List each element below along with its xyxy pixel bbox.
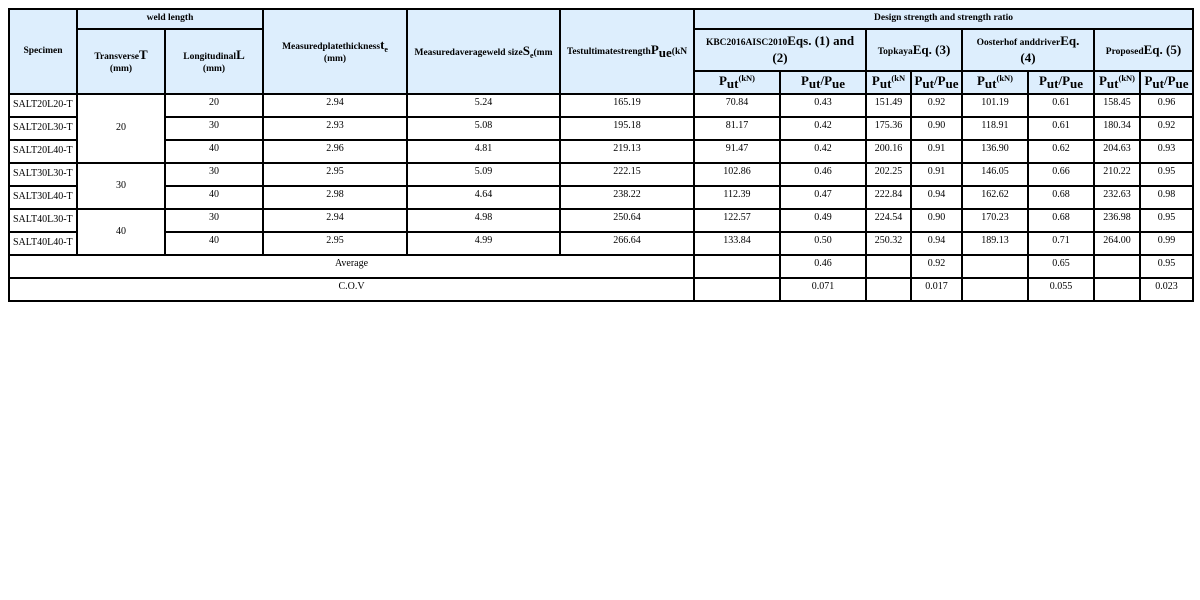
oosterhof-ratio-cell: 0.61 [1028, 94, 1094, 117]
oosterhof-ratio-cell: 0.66 [1028, 163, 1094, 186]
plate-thickness-cell: 2.95 [263, 232, 407, 255]
plate-thickness-cell: 2.96 [263, 140, 407, 163]
kbc-ratio-cell: 0.43 [780, 94, 866, 117]
longitudinal-cell: 40 [165, 232, 263, 255]
kbc-put-cell: 133.84 [694, 232, 780, 255]
oosterhof-put-cell: 118.91 [962, 117, 1028, 140]
kbc-put-cell: 70.84 [694, 94, 780, 117]
cov-topkaya-put-empty [866, 278, 911, 301]
weld-size-cell: 4.64 [407, 186, 560, 209]
header-weld-size: Measuredaverageweld sizeS$_e$(mm [407, 9, 560, 94]
proposed-put-cell: 210.22 [1094, 163, 1140, 186]
plate-thickness-cell: 2.94 [263, 94, 407, 117]
specimen-cell: SALT20L30-T [9, 117, 77, 140]
header-topkaya-put: $P_{ut}^{(kN}$ [866, 71, 911, 94]
topkaya-put-cell: 151.49 [866, 94, 911, 117]
test-strength-cell: 165.19 [560, 94, 694, 117]
proposed-ratio-cell: 0.95 [1140, 163, 1193, 186]
cov-proposed-put-empty [1094, 278, 1140, 301]
oosterhof-put-cell: 136.90 [962, 140, 1028, 163]
average-oosterhof-put-empty [962, 255, 1028, 278]
kbc-put-cell: 91.47 [694, 140, 780, 163]
oosterhof-ratio-cell: 0.68 [1028, 209, 1094, 232]
header-kbc-ratio: $P_{ut}/P_{ue}$ [780, 71, 866, 94]
topkaya-put-cell: 224.54 [866, 209, 911, 232]
header-oosterhof-ratio: $P_{ut}/P_{ue}$ [1028, 71, 1094, 94]
longitudinal-cell: 30 [165, 209, 263, 232]
specimen-cell: SALT40L30-T [9, 209, 77, 232]
header-kbc: KBC2016AISC2010Eqs. (1) and (2) [694, 29, 866, 71]
plate-thickness-cell: 2.98 [263, 186, 407, 209]
proposed-ratio-cell: 0.99 [1140, 232, 1193, 255]
weld-size-cell: 5.24 [407, 94, 560, 117]
test-strength-cell: 238.22 [560, 186, 694, 209]
average-label: Average [9, 255, 694, 278]
proposed-put-cell: 264.00 [1094, 232, 1140, 255]
kbc-ratio-cell: 0.46 [780, 163, 866, 186]
test-strength-cell: 250.64 [560, 209, 694, 232]
specimen-cell: SALT30L40-T [9, 186, 77, 209]
header-test-strength: TestultimatestrengthP$_{ue}$(kN [560, 9, 694, 94]
header-kbc-put: $P_{ut}^{(kN)}$ [694, 71, 780, 94]
oosterhof-put-cell: 189.13 [962, 232, 1028, 255]
average-proposed-ratio: 0.95 [1140, 255, 1193, 278]
topkaya-ratio-cell: 0.90 [911, 117, 962, 140]
topkaya-ratio-cell: 0.94 [911, 186, 962, 209]
plate-thickness-cell: 2.95 [263, 163, 407, 186]
plate-thickness-cell: 2.94 [263, 209, 407, 232]
weld-size-cell: 4.99 [407, 232, 560, 255]
transverse-cell: 20 [77, 94, 165, 163]
header-proposed-ratio: $P_{ut}/P_{ue}$ [1140, 71, 1193, 94]
header-oosterhof: Oosterhof anddriverEq. (4) [962, 29, 1094, 71]
topkaya-ratio-cell: 0.90 [911, 209, 962, 232]
kbc-ratio-cell: 0.50 [780, 232, 866, 255]
topkaya-ratio-cell: 0.92 [911, 94, 962, 117]
kbc-ratio-cell: 0.42 [780, 140, 866, 163]
test-strength-cell: 222.15 [560, 163, 694, 186]
test-strength-cell: 195.18 [560, 117, 694, 140]
proposed-ratio-cell: 0.98 [1140, 186, 1193, 209]
average-kbc-put-empty [694, 255, 780, 278]
proposed-ratio-cell: 0.93 [1140, 140, 1193, 163]
proposed-ratio-cell: 0.96 [1140, 94, 1193, 117]
specimen-cell: SALT20L40-T [9, 140, 77, 163]
oosterhof-ratio-cell: 0.68 [1028, 186, 1094, 209]
topkaya-ratio-cell: 0.94 [911, 232, 962, 255]
kbc-put-cell: 122.57 [694, 209, 780, 232]
cov-proposed-ratio: 0.023 [1140, 278, 1193, 301]
table-row [9, 163, 1193, 186]
oosterhof-ratio-cell: 0.61 [1028, 117, 1094, 140]
average-proposed-put-empty [1094, 255, 1140, 278]
header-proposed: ProposedEq. (5) [1094, 29, 1193, 71]
average-topkaya-ratio: 0.92 [911, 255, 962, 278]
header-specimen: Specimen [9, 9, 77, 94]
kbc-ratio-cell: 0.42 [780, 117, 866, 140]
cov-oosterhof-put-empty [962, 278, 1028, 301]
weld-size-cell: 4.98 [407, 209, 560, 232]
header-design-group: Design strength and strength ratio [694, 9, 1193, 29]
kbc-ratio-cell: 0.49 [780, 209, 866, 232]
average-kbc-ratio: 0.46 [780, 255, 866, 278]
kbc-put-cell: 112.39 [694, 186, 780, 209]
oosterhof-ratio-cell: 0.71 [1028, 232, 1094, 255]
weld-size-cell: 5.09 [407, 163, 560, 186]
oosterhof-put-cell: 162.62 [962, 186, 1028, 209]
table-row [9, 117, 1193, 140]
topkaya-ratio-cell: 0.91 [911, 140, 962, 163]
kbc-ratio-cell: 0.47 [780, 186, 866, 209]
topkaya-put-cell: 175.36 [866, 117, 911, 140]
transverse-cell: 40 [77, 209, 165, 255]
longitudinal-cell: 20 [165, 94, 263, 117]
weld-size-cell: 5.08 [407, 117, 560, 140]
proposed-put-cell: 236.98 [1094, 209, 1140, 232]
longitudinal-cell: 40 [165, 186, 263, 209]
cov-kbc-ratio: 0.071 [780, 278, 866, 301]
average-oosterhof-ratio: 0.65 [1028, 255, 1094, 278]
table-row [9, 186, 1193, 209]
longitudinal-cell: 40 [165, 140, 263, 163]
proposed-ratio-cell: 0.95 [1140, 209, 1193, 232]
proposed-put-cell: 158.45 [1094, 94, 1140, 117]
table-row [9, 140, 1193, 163]
cov-label: C.O.V [9, 278, 694, 301]
transverse-cell: 30 [77, 163, 165, 209]
proposed-put-cell: 180.34 [1094, 117, 1140, 140]
oosterhof-put-cell: 101.19 [962, 94, 1028, 117]
longitudinal-cell: 30 [165, 163, 263, 186]
cov-kbc-put-empty [694, 278, 780, 301]
specimen-cell: SALT20L20-T [9, 94, 77, 117]
header-weld-length: weld length [77, 9, 263, 29]
topkaya-put-cell: 250.32 [866, 232, 911, 255]
header-topkaya-ratio: $P_{ut}/P_{ue}$ [911, 71, 962, 94]
table-row [9, 94, 1193, 117]
header-topkaya: TopkayaEq. (3) [866, 29, 962, 71]
topkaya-put-cell: 200.16 [866, 140, 911, 163]
topkaya-ratio-cell: 0.91 [911, 163, 962, 186]
topkaya-put-cell: 202.25 [866, 163, 911, 186]
proposed-ratio-cell: 0.92 [1140, 117, 1193, 140]
oosterhof-put-cell: 146.05 [962, 163, 1028, 186]
longitudinal-cell: 30 [165, 117, 263, 140]
average-topkaya-put-empty [866, 255, 911, 278]
cov-oosterhof-ratio: 0.055 [1028, 278, 1094, 301]
oosterhof-ratio-cell: 0.62 [1028, 140, 1094, 163]
header-transverse: TransverseT (mm) [77, 29, 165, 94]
header-plate-thickness: Measuredplatethicknesst$_e$ (mm) [263, 9, 407, 94]
topkaya-put-cell: 222.84 [866, 186, 911, 209]
header-oosterhof-put: $P_{ut}^{(kN)}$ [962, 71, 1028, 94]
table-row [9, 209, 1193, 232]
cov-row [9, 278, 1193, 301]
specimen-cell: SALT30L30-T [9, 163, 77, 186]
kbc-put-cell: 102.86 [694, 163, 780, 186]
proposed-put-cell: 204.63 [1094, 140, 1140, 163]
header-longitudinal: LongitudinalL (mm) [165, 29, 263, 94]
oosterhof-put-cell: 170.23 [962, 209, 1028, 232]
proposed-put-cell: 232.63 [1094, 186, 1140, 209]
weld-size-cell: 4.81 [407, 140, 560, 163]
plate-thickness-cell: 2.93 [263, 117, 407, 140]
table-row [9, 232, 1193, 255]
average-row [9, 255, 1193, 278]
test-strength-cell: 219.13 [560, 140, 694, 163]
specimen-cell: SALT40L40-T [9, 232, 77, 255]
cov-topkaya-ratio: 0.017 [911, 278, 962, 301]
test-strength-cell: 266.64 [560, 232, 694, 255]
results-table [8, 8, 1194, 302]
header-proposed-put: $P_{ut}^{(kN)}$ [1094, 71, 1140, 94]
kbc-put-cell: 81.17 [694, 117, 780, 140]
